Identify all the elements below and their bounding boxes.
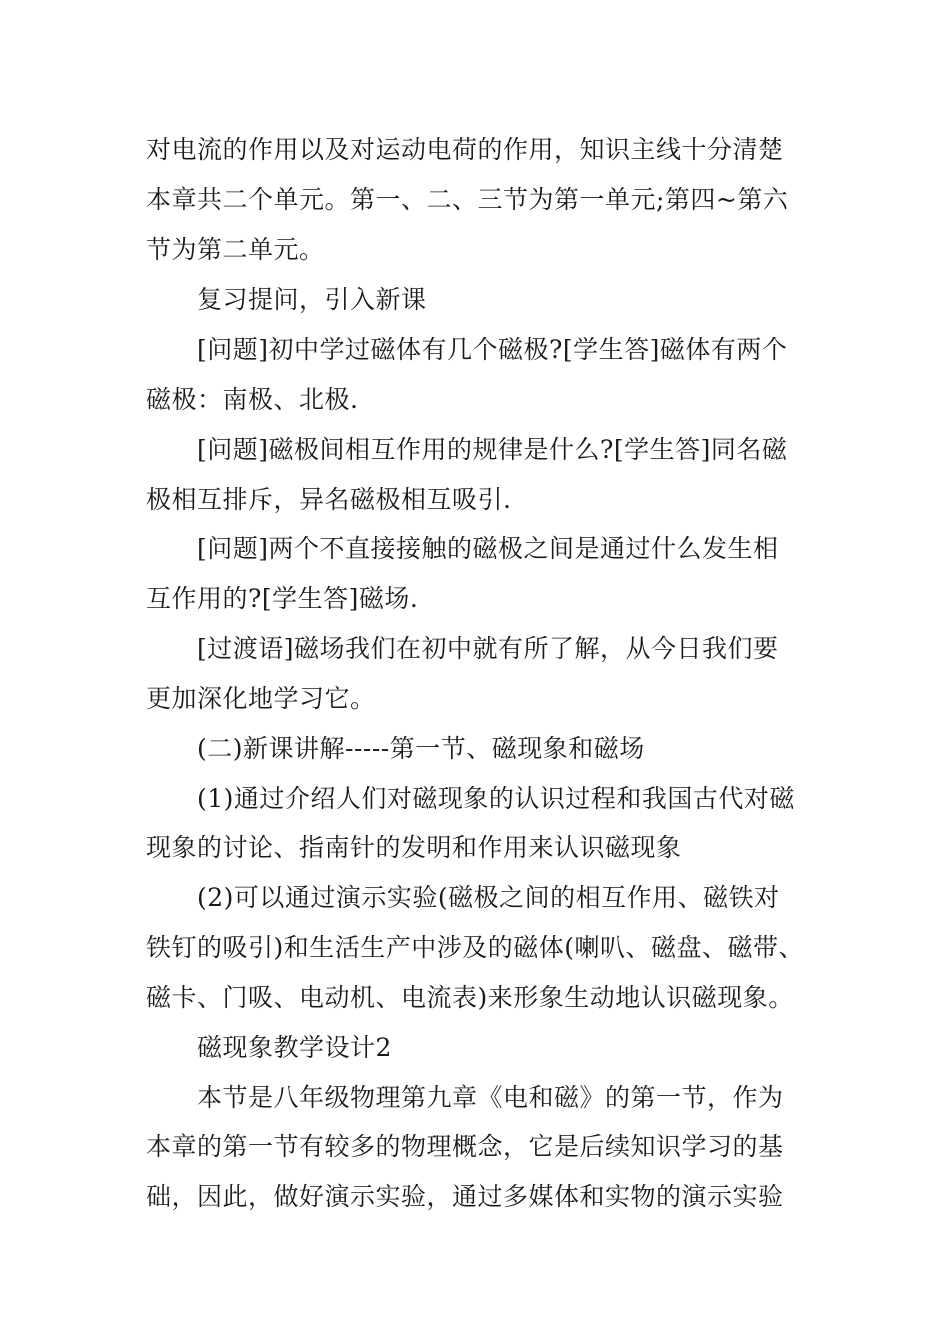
text-line: [问题]两个不直接接触的磁极之间是通过什么发生相: [197, 534, 779, 563]
text-line: 磁极：南极、北极.: [146, 385, 359, 414]
text-line: 对电流的作用以及对运动电荷的作用，知识主线十分清楚: [146, 135, 784, 164]
text-line: [问题]初中学过磁体有几个磁极?[学生答]磁体有两个: [197, 335, 788, 364]
text-line: 极相互排斥，异名磁极相互吸引.: [146, 485, 512, 514]
text-line: [问题]磁极间相互作用的规律是什么?[学生答]同名磁: [197, 435, 788, 464]
text-line: 铁钉的吸引)和生活生产中涉及的磁体(喇叭、磁盘、磁带、: [146, 933, 805, 962]
text-line: (二)新课讲解-----第一节、磁现象和磁场: [197, 734, 645, 763]
text-line: 磁卡、门吸、电动机、电流表)来形象生动地认识磁现象。: [146, 983, 794, 1012]
text-line: 础，因此，做好演示实验，通过多媒体和实物的演示实验: [146, 1182, 784, 1211]
text-line: 互作用的?[学生答]磁场.: [146, 584, 419, 613]
text-line: 磁现象教学设计2: [197, 1033, 392, 1062]
text-line: [过渡语]磁场我们在初中就有所了解，从今日我们要: [197, 634, 779, 663]
text-line: 现象的讨论、指南针的发明和作用来认识磁现象: [146, 833, 682, 862]
text-line: 本节是八年级物理第九章《电和磁》的第一节，作为: [197, 1083, 784, 1112]
text-line: 复习提问，引入新课: [197, 285, 427, 314]
text-line: 更加深化地学习它。: [146, 684, 376, 713]
text-line: (1)通过介绍人们对磁现象的认识过程和我国古代对磁: [197, 784, 795, 813]
text-line: 节为第二单元。: [146, 235, 325, 264]
text-line: 本章的第一节有较多的物理概念，它是后续知识学习的基: [146, 1132, 784, 1161]
text-line: 本章共二个单元。第一、二、三节为第一单元;第四~第六: [146, 185, 789, 214]
text-line: (2)可以通过演示实验(磁极之间的相互作用、磁铁对: [197, 883, 780, 912]
